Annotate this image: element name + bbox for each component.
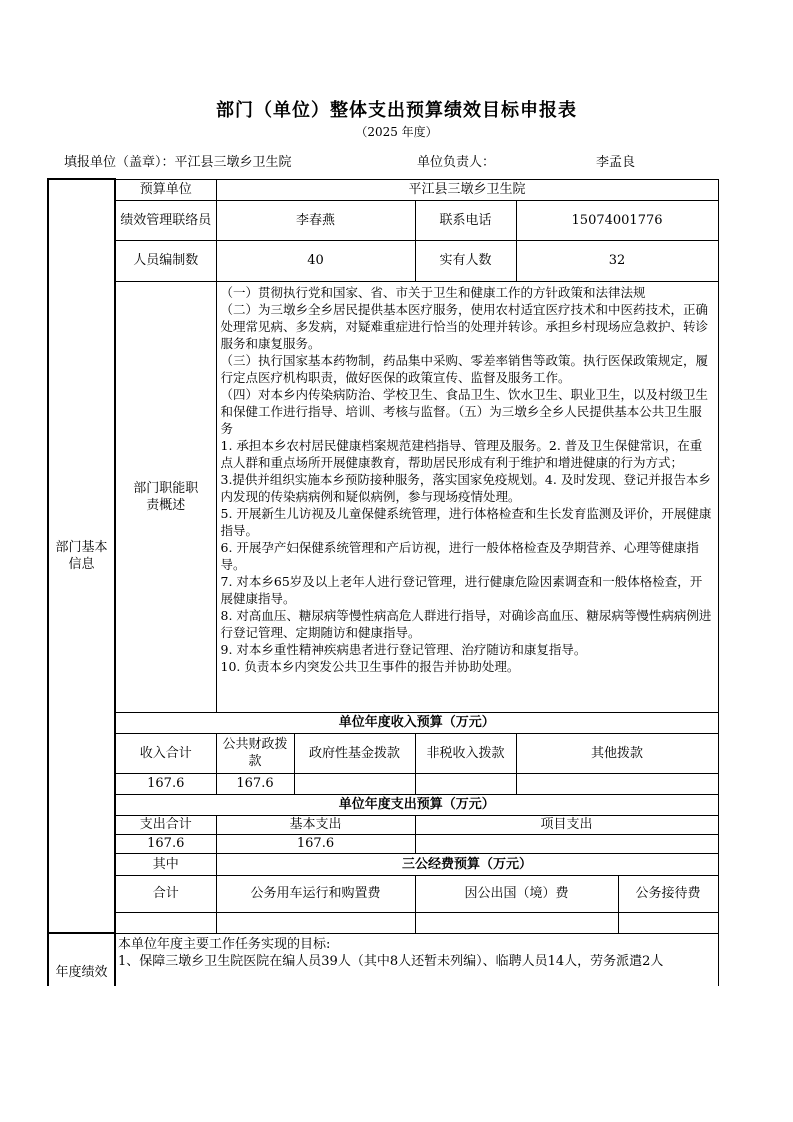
page-title: 部门（单位）整体支出预算绩效目标申报表 (216, 100, 577, 121)
contact-name: 李春燕 (216, 200, 415, 240)
duty-line: 3.提供并组织实施本乡预防接种服务，落实国家免疫规划。4. 及时发现、登记并报告本乡内发现的传染病病例和疑似病例，参与现场疫情处理。 (220, 471, 711, 504)
three-value (216, 912, 415, 933)
goal-line: 本单位年度主要工作任务实现的目标: (118, 936, 331, 952)
expense-value (415, 834, 718, 853)
income-header: 收入合计 (115, 733, 216, 773)
page-bottom-margin (0, 986, 793, 1122)
three-value (415, 912, 618, 933)
unit-value: 平江县三墩乡卫生院 (216, 179, 718, 200)
fill-unit: 填报单位（盖章）：平江县三墩乡卫生院 (64, 155, 292, 170)
expense-header: 基本支出 (216, 815, 415, 834)
three-value (115, 912, 216, 933)
income-value (516, 773, 718, 794)
goal-line: 1、保障三墩乡卫生院医院在编人员39人（其中8人还暂未列编）、临聘人员14人，劳务派遣2人 (118, 953, 664, 969)
income-header: 其他拨款 (516, 733, 718, 773)
leader-label: 单位负责人： (417, 155, 496, 170)
duty-line: 8. 对高血压、糖尿病等慢性病高危人群进行指导，对确诊高血压、糖尿病等慢性病病例进行登记管理、定期随访和健康指导。 (220, 607, 712, 640)
phone-value: 15074001776 (516, 200, 718, 240)
three-header: 公务接待费 (618, 875, 718, 912)
income-value: 167.6 (216, 773, 294, 794)
income-header: 政府性基金拨款 (294, 733, 415, 773)
income-header: 公共财政拨款 (216, 733, 294, 773)
expense-header: 支出合计 (115, 815, 216, 834)
budget-form-table (47, 178, 719, 994)
duty-line: 7. 对本乡65岁及以上老年人进行登记管理，进行健康危险因素调查和一般体格检查，开展健康指导。 (220, 573, 703, 606)
expense-value: 167.6 (115, 834, 216, 853)
income-value: 167.6 (115, 773, 216, 794)
phone-label: 联系电话 (415, 200, 516, 240)
of-which-label: 其中 (115, 853, 216, 875)
actual-value: 32 (516, 240, 718, 281)
staff-label: 人员编制数 (115, 240, 216, 281)
report-year: （2025 年度） (355, 125, 438, 139)
expense-value: 167.6 (216, 834, 415, 853)
duty-description (216, 281, 718, 712)
three-header: 公务用车运行和购置费 (216, 875, 415, 912)
duty-line: 6. 开展孕产妇保健系统管理和产后访视，进行一般体格检查及孕期营养、心理等健康指导。 (220, 539, 699, 572)
contact-label: 绩效管理联络员 (115, 200, 216, 240)
duty-line: （一）贯彻执行党和国家、省、市关于卫生和健康工作的方针政策和法律法规 (220, 284, 646, 300)
unit-label: 预算单位 (115, 179, 216, 200)
expense-title: 单位年度支出预算（万元） (115, 794, 718, 815)
three-value (618, 912, 718, 933)
goal-content (115, 933, 718, 993)
three-header: 因公出国（境）费 (415, 875, 618, 912)
expense-header: 项目支出 (415, 815, 718, 834)
duty-label: 部门职能职责概述 (115, 281, 216, 712)
actual-label: 实有人数 (415, 240, 516, 281)
duty-line: （三）执行国家基本药物制，药品集中采购、零差率销售等政策。执行医保政策规定，履行定点医疗机构职责，做好医保的政策宣传、监督及服务工作。 (220, 352, 709, 385)
three-title: 三公经费预算（万元） (216, 853, 718, 875)
duty-line: （四）对本乡内传染病防治、学校卫生、食品卫生、饮水卫生、职业卫生，以及村级卫生和保健工作进行指导、培训、考核与监督。（五）为三墩乡全乡人民提供基本公共卫生服务 (220, 386, 709, 436)
income-title: 单位年度收入预算（万元） (115, 712, 718, 733)
duty-line: 1. 承担本乡农村居民健康档案规范建档指导、管理及服务。2. 普及卫生保健常识，在重点人群和重点场所开展健康教育，帮助居民形成有利于维护和增进健康的行为方式； (220, 437, 703, 470)
income-value (294, 773, 415, 794)
duty-line: 9. 对本乡重性精神疾病患者进行登记管理、治疗随访和康复指导。 (220, 641, 587, 657)
income-value (415, 773, 516, 794)
duty-line: （二）为三墩乡全乡居民提供基本医疗服务，使用农村适宜医疗技术和中医药技术，正确处理常见病、多发病，对疑难重症进行恰当的处理并转诊。承担乡村现场应急救护、转诊服务和康复服务。 (220, 301, 709, 351)
section-basic-info: 部门基本信息 (48, 179, 115, 933)
three-header: 合计 (115, 875, 216, 912)
duty-line: 5. 开展新生儿访视及儿童保健系统管理，进行体格检查和生长发育监测及评价，开展健康指导。 (220, 505, 712, 538)
income-header: 非税收入拨款 (415, 733, 516, 773)
goal-label: 年度绩效 (48, 933, 115, 993)
leader-name: 李孟良 (596, 155, 636, 170)
duty-line: 10. 负责本乡内突发公共卫生事件的报告并协助处理。 (220, 658, 520, 674)
staff-value: 40 (216, 240, 415, 281)
